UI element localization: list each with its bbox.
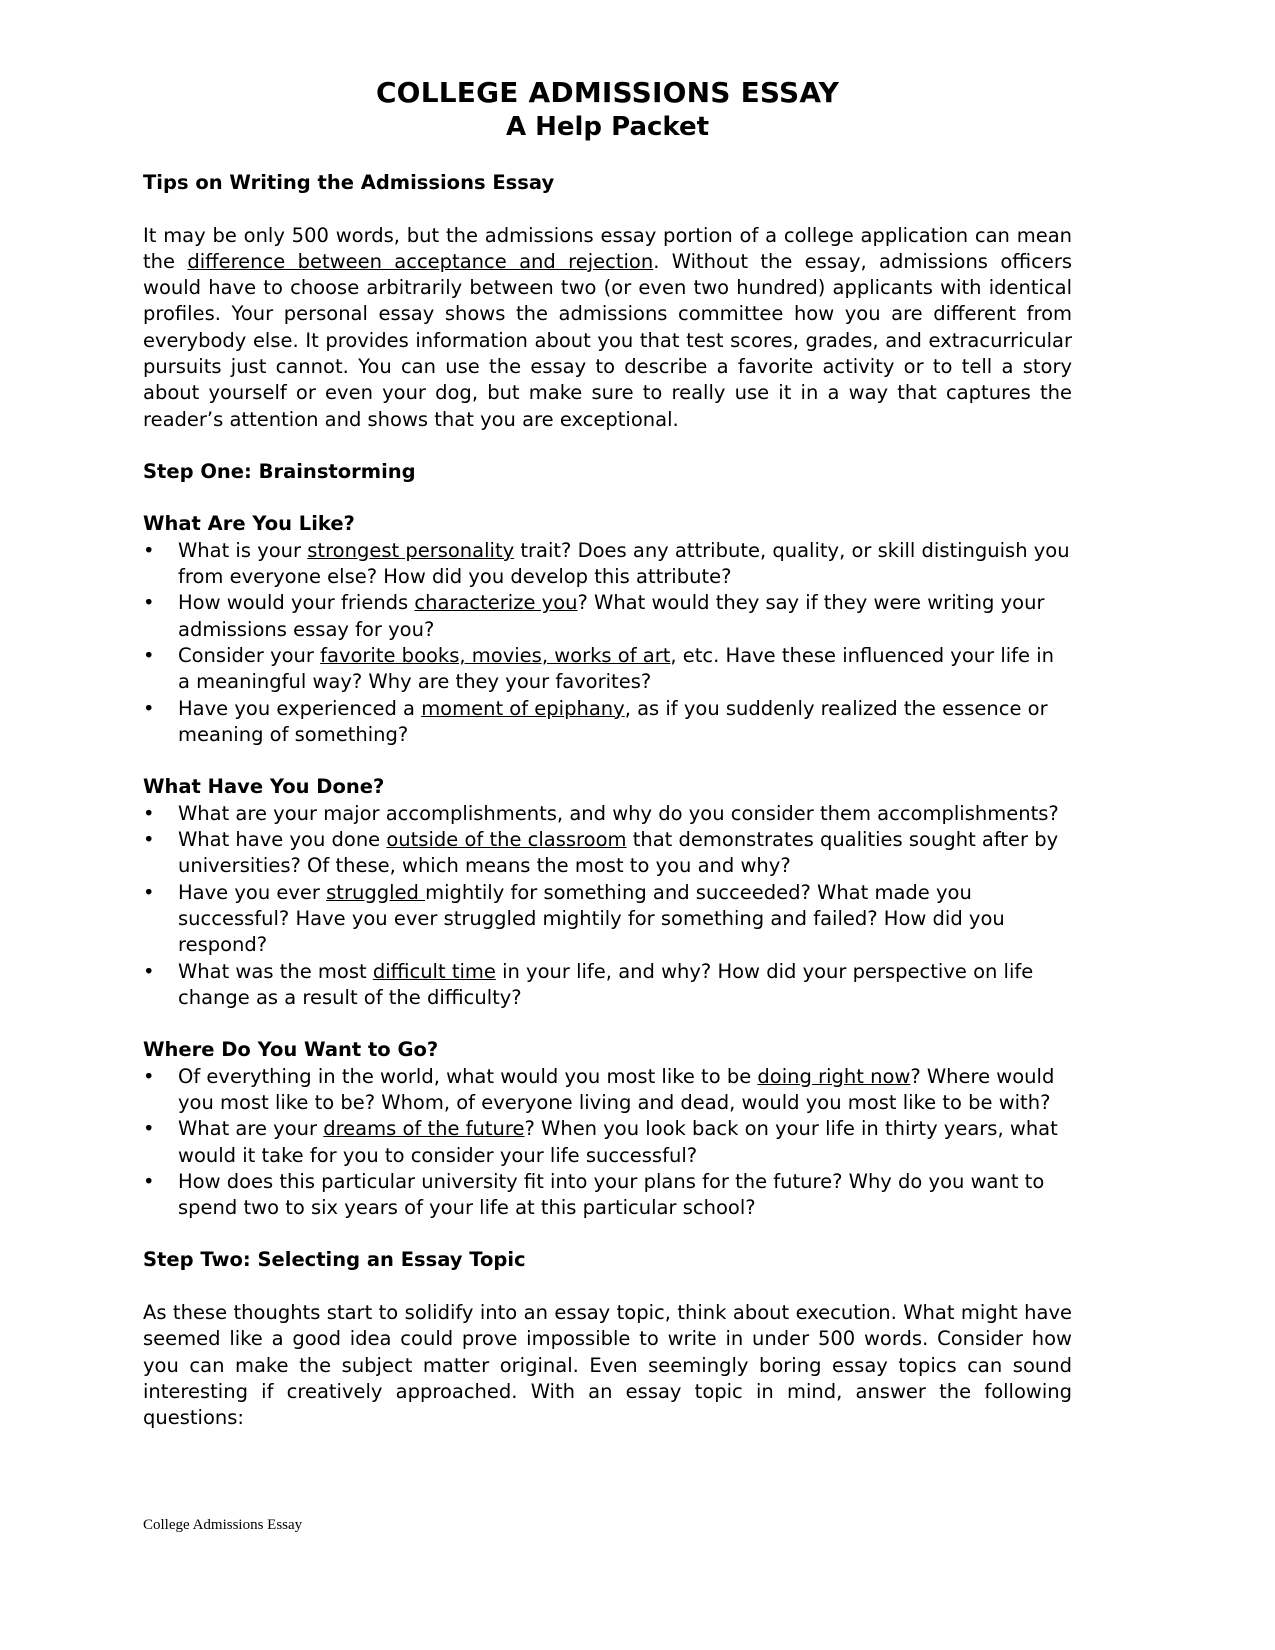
bullet-icon: • <box>143 959 155 983</box>
go-heading: Where Do You Want to Go? <box>143 1038 439 1062</box>
item-text: Have you experienced a <box>178 696 422 720</box>
item-text: , etc. Have these influenced your life in a meaningful way? Why are they your favorites? <box>178 644 1055 694</box>
item-text: How would your friends <box>178 591 415 615</box>
item-text: What is your <box>178 538 308 562</box>
item-underline: difficult time <box>372 959 496 983</box>
list-item <box>143 590 1072 643</box>
item-underline: favorite books, movies, works of art <box>320 644 671 668</box>
like-heading: What Are You Like? <box>143 512 355 536</box>
tips-heading: Tips on Writing the Admissions Essay <box>143 171 555 194</box>
tips-underlined-phrase: difference between acceptance and rejection <box>187 249 654 273</box>
item-underline: dreams of the future <box>323 1117 525 1141</box>
list-item <box>143 880 1072 959</box>
bullet-icon: • <box>143 801 155 825</box>
item-text: How does this particular university fit into your plans for the future? Why do you want to spend two to six years of your life at this particular school? <box>178 1169 1045 1220</box>
item-text: Consider your <box>178 644 321 668</box>
bullet-icon: • <box>143 880 155 904</box>
bullet-icon: • <box>143 591 155 615</box>
item-text: What have you done <box>178 828 387 852</box>
item-text: What are your <box>178 1117 324 1141</box>
document-page <box>143 76 1072 1431</box>
list-item <box>143 643 1072 696</box>
bullet-icon: • <box>143 696 155 720</box>
document-title: COLLEGE ADMISSIONS ESSAY <box>375 76 840 109</box>
list-item <box>143 801 1072 827</box>
step-one-heading: Step One: Brainstorming <box>143 459 416 483</box>
item-underline: outside of the classroom <box>386 828 627 852</box>
item-text: that demonstrates qualities sought after by universities? Of these, which means the most to you and why? <box>178 828 1059 878</box>
document-subtitle: A Help Packet <box>505 112 710 142</box>
item-underline: characterize you <box>414 591 578 615</box>
tips-text-start: It may be only 500 words, but the admissions essay portion of a college application can mean the <box>143 223 1072 273</box>
like-list <box>143 538 1072 748</box>
tips-text-end: . Without the essay, admissions officers would have to choose arbitrarily between two (or even two hundred) applicants with identical profiles. Your personal essay shows the admissions committee how you are different from everybody else. It provides information about you that test scores, grades, and extracurricular pursuits just cannot. You can use the essay to describe a favorite activity or to tell a story about yourself or even your dog, but make sure to really use it in a way that captures the reader’s attention and shows that you are exceptional. <box>143 249 1072 431</box>
item-underline: strongest personality <box>307 538 515 562</box>
item-text: Of everything in the world, what would you most like to be <box>178 1064 758 1088</box>
go-list <box>143 1064 1072 1222</box>
step-two-heading: Step Two: Selecting an Essay Topic <box>143 1248 526 1272</box>
item-text: mightily for something and succeeded? What made you successful? Have you ever struggled mightily for something and failed? How did you respond? <box>178 880 1005 957</box>
item-underline: doing right now <box>757 1064 911 1088</box>
item-text: ? When you look back on your life in thirty years, what would it take for you to consider your life successful? <box>178 1117 1058 1167</box>
item-text: in your life, and why? How did your perspective on life change as a result of the difficulty? <box>178 959 1034 1009</box>
title-block <box>143 76 1072 144</box>
bullet-icon: • <box>143 828 155 852</box>
tips-paragraph <box>143 223 1072 433</box>
list-item <box>143 538 1072 591</box>
bullet-icon: • <box>143 1064 155 1088</box>
bullet-icon: • <box>143 644 155 668</box>
list-item <box>143 1169 1072 1222</box>
item-underline: moment of epiphany <box>421 696 625 720</box>
done-list <box>143 801 1072 1011</box>
bullet-icon: • <box>143 1169 155 1193</box>
item-underline: struggled <box>326 880 426 904</box>
bullet-icon: • <box>143 538 155 562</box>
item-text: trait? Does any attribute, quality, or skill distinguish you from everyone else? How did you develop this attribute? <box>178 538 1070 589</box>
list-item <box>143 1064 1072 1117</box>
item-text: Have you ever <box>178 880 327 904</box>
item-text: What are your major accomplishments, and why do you consider them accomplishments? <box>178 801 1059 825</box>
item-text: ? What would they say if they were writing your admissions essay for you? <box>178 591 1045 641</box>
list-item <box>143 1116 1072 1169</box>
item-text: , as if you suddenly realized the essence or meaning of something? <box>178 696 1048 746</box>
bullet-icon: • <box>143 1117 155 1141</box>
item-text: What was the most <box>178 959 373 983</box>
list-item <box>143 827 1072 880</box>
item-text: ? Where would you most like to be? Whom, of everyone living and dead, would you most like to be with? <box>178 1064 1055 1114</box>
page-footer: College Admissions Essay <box>143 1517 303 1533</box>
done-heading: What Have You Done? <box>143 775 385 799</box>
list-item <box>143 959 1072 1012</box>
list-item <box>143 696 1072 749</box>
step-two-paragraph: As these thoughts start to solidify into an essay topic, think about execution. What might have seemed like a good idea could prove impossible to write in under 500 words. Consider how you can make the subject matter original. Even seemingly boring essay topics can sound interesting if creatively approached. With an essay topic in mind, answer the following questions: <box>143 1300 1072 1430</box>
